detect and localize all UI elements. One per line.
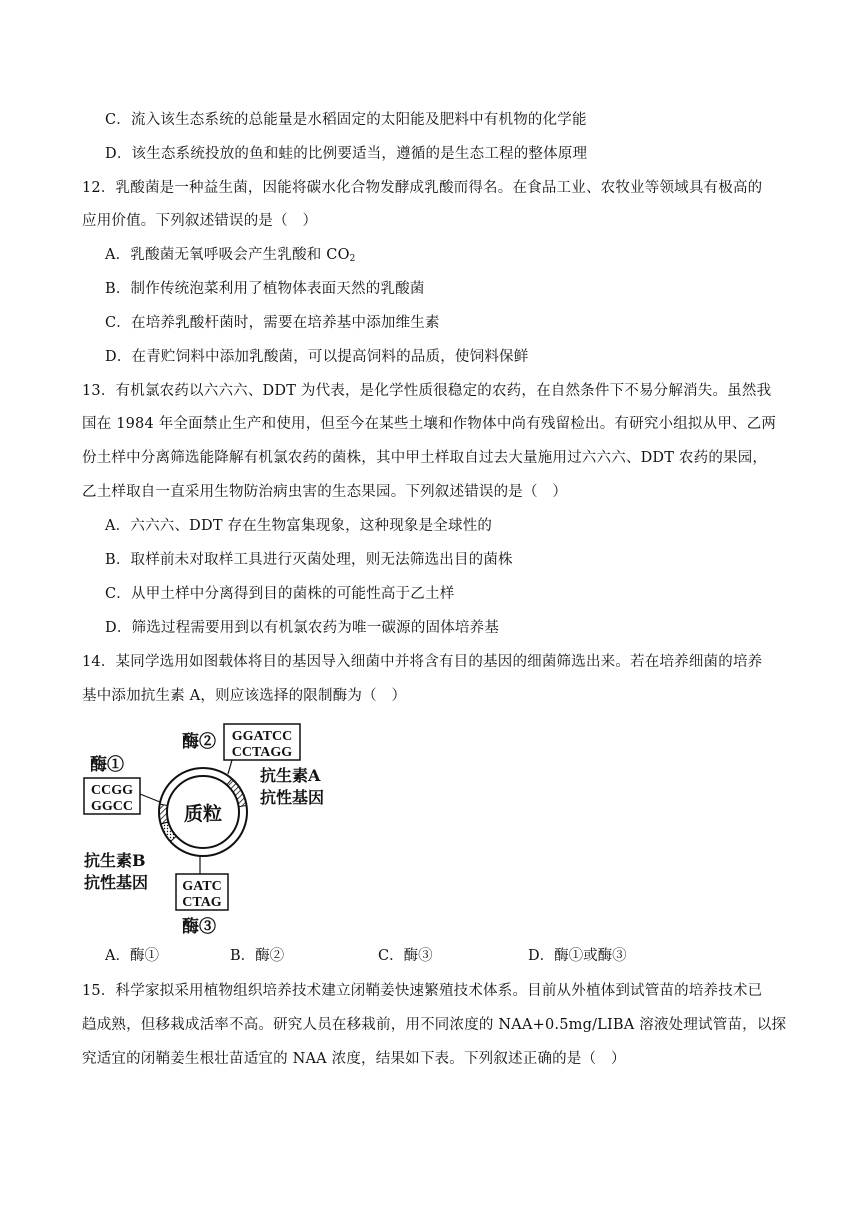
q13-option-d[interactable]: D．筛选过程需要用到以有机氯农药为唯一碳源的固体培养基 [105,620,500,636]
enzyme2-pointer [228,760,232,774]
q13-stem-line-2: 国在 1984 年全面禁止生产和使用，但至今在某些土壤和作物体中尚有残留检出。有研究小组拟从甲、乙两 [82,416,777,432]
q13-option-b[interactable]: B．取样前未对取样工具进行灭菌处理，则无法筛选出目的菌株 [105,552,513,568]
enzyme3-seq-top: GATC [182,879,222,894]
q11-option-d[interactable]: D．该生态系统投放的鱼和蛙的比例要适当，遵循的是生态工程的整体原理 [105,146,588,162]
q12-stem-line-2: 应用价值。下列叙述错误的是（ ） [82,213,318,229]
enzyme2-label: 酶② [182,732,216,752]
enzyme1-seq-top: CCGG [91,783,133,798]
q12-option-a-text: A．乳酸菌无氧呼吸会产生乳酸和 CO [105,247,350,263]
q13-stem-line-3: 份土样中分离筛选能降解有机氯农药的菌株，其中甲土样取自过去大量施用过六六六、DDT 农药的果园， [82,450,768,466]
enzyme2-seq-bottom: CCTAGG [231,745,293,760]
q13-option-c[interactable]: C．从甲土样中分离得到目的菌株的可能性高于乙土样 [105,586,455,602]
q12-option-c[interactable]: C．在培养乳酸杆菌时，需要在培养基中添加维生素 [105,315,440,331]
q12-stem-line-1: 12．乳酸菌是一种益生菌，因能将碳水化合物发酵成乳酸而得名。在食品工业、农牧业等领域具有极高的 [82,180,763,196]
enzyme3-label: 酶③ [182,917,216,937]
q12-option-d[interactable]: D．在青贮饲料中添加乳酸菌，可以提高饲料的品质，使饲料保鲜 [105,349,529,365]
gene-b-label-line-2: 抗性基因 [84,873,149,892]
q13-stem-line-1: 13．有机氯农药以六六六、DDT 为代表，是化学性质很稳定的农药，在自然条件下不易分解消失。虽然我 [82,383,772,399]
q14-stem-line-2: 基中添加抗生素 A，则应该选择的限制酶为（ ） [82,688,407,704]
q12-option-b[interactable]: B．制作传统泡菜利用了植物体表面天然的乳酸菌 [105,281,425,297]
q13-stem-line-4: 乙土样取自一直采用生物防治病虫害的生态果园。下列叙述错误的是（ ） [82,484,568,500]
q12-option-a-subscript: 2 [349,254,356,264]
gene-b-segment-hatched [159,804,169,824]
plasmid-diagram [82,722,362,942]
q14-stem-line-1: 14．某同学选用如图载体将目的基因导入细菌中并将含有目的基因的细菌筛选出来。若在培养细菌的培养 [82,654,763,670]
q14-option-d[interactable]: D．酶①或酶③ [528,948,627,964]
enzyme1-label: 酶① [90,755,124,775]
gene-b-label-line-1: 抗生素B [84,851,146,870]
q11-option-c[interactable]: C．流入该生态系统的总能量是水稻固定的太阳能及肥料中有机物的化学能 [105,112,587,128]
enzyme1-pointer [140,794,160,802]
plasmid-figure [82,722,362,942]
q15-stem-line-3: 究适宜的闭鞘姜生根壮苗适宜的 NAA 浓度，结果如下表。下列叙述正确的是（ ） [82,1051,626,1067]
q14-options [0,946,860,966]
q13-option-a[interactable]: A．六六六、DDT 存在生物富集现象，这种现象是全球性的 [105,518,493,534]
q14-option-c[interactable]: C．酶③ [378,948,433,964]
plasmid-label: 质粒 [183,803,223,825]
gene-a-label-line-1: 抗生素A [260,766,321,785]
enzyme2-seq-top: GGATCC [231,729,293,744]
q15-stem-line-2: 趋成熟，但移栽成活率不高。研究人员在移栽前，用不同浓度的 NAA+0.5mg/LIBA 溶液处理试管苗，以探 [82,1017,787,1033]
q15-stem-line-1: 15．科学家拟采用植物组织培养技术建立闭鞘姜快速繁殖技术体系。目前从外植体到试管苗的培养技术已 [82,983,763,999]
gene-a-label-line-2: 抗性基因 [260,788,325,807]
q14-option-a[interactable]: A．酶① [105,948,159,964]
enzyme1-seq-bottom: GGCC [91,799,133,814]
q12-option-a[interactable] [105,245,356,269]
q14-option-b[interactable]: B．酶② [230,948,285,964]
enzyme3-seq-bottom: CTAG [182,895,222,910]
